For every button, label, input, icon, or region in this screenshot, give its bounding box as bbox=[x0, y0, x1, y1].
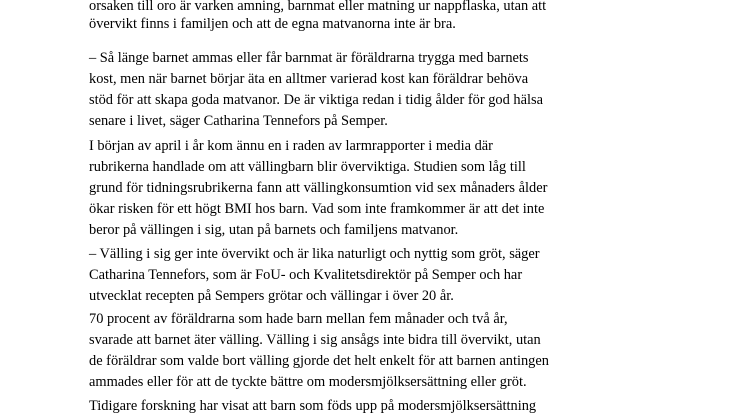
paragraph-5-line-4: ammades eller för att de tyckte bättre om modersmjölksersättning eller gröt. bbox=[89, 374, 527, 390]
paragraph-4-line-3: utvecklat recepten på Sempers grötar och vällingar i över 20 år. bbox=[89, 288, 454, 304]
paragraph-4-line-1: – Välling i sig ger inte övervikt och är lika naturligt och nyttig som gröt, säger bbox=[89, 246, 540, 262]
paragraph-3-line-2: rubrikerna handlade om att vällingbarn blir överviktiga. Studien som låg till bbox=[89, 159, 526, 175]
paragraph-5-line-1: 70 procent av föräldrarna som hade barn mellan fem månader och två år, bbox=[89, 311, 508, 327]
paragraph-2-line-1: – Så länge barnet ammas eller får barnmat är föräldrarna trygga med barnets bbox=[89, 50, 529, 66]
paragraph-3-line-3: grund för tidningsrubrikerna fann att vällingkonsumtion vid sex månaders ålder bbox=[89, 180, 548, 196]
paragraph-6-line-1: Tidigare forskning har visat att barn som föds upp på modersmjölksersättning bbox=[89, 398, 537, 414]
paragraph-1-line-2: övervikt finns i familjen och att de egna matvanorna inte är bra. bbox=[89, 16, 456, 32]
paragraph-1-line-1: orsaken till oro är varken amning, barnmat eller matning ur nappflaska, utan att bbox=[89, 0, 547, 14]
paragraph-4-line-2: Catharina Tennefors, som är FoU- och Kvalitetsdirektör på Semper och har bbox=[89, 267, 523, 283]
paragraph-3-line-4: ökar risken för ett högt BMI hos barn. Vad som inte framkommer är att det inte bbox=[89, 201, 545, 217]
paragraph-5-line-3: de föräldrar som valde bort välling gjorde det helt enkelt för att barnen antingen bbox=[89, 353, 549, 369]
paragraph-5-line-2: svarade att barnet äter välling. Välling i sig ansågs inte bidra till övervikt, utan bbox=[89, 332, 541, 348]
paragraph-2-line-3: stöd för att skapa goda matvanor. De är viktiga redan i tidig ålder för god hälsa bbox=[89, 92, 543, 108]
paragraph-3-line-1: I början av april i år kom ännu en i raden av larmrapporter i media där bbox=[89, 138, 493, 154]
paragraph-2-line-4: senare i livet, säger Catharina Tennefors på Semper. bbox=[89, 113, 388, 129]
paragraph-3-line-5: beror på vällingen i sig, utan på barnets och familjens matvanor. bbox=[89, 222, 459, 238]
paragraph-2-line-2: kost, men när barnet börjar äta en alltmer varierad kost kan föräldrar behöva bbox=[89, 71, 529, 87]
